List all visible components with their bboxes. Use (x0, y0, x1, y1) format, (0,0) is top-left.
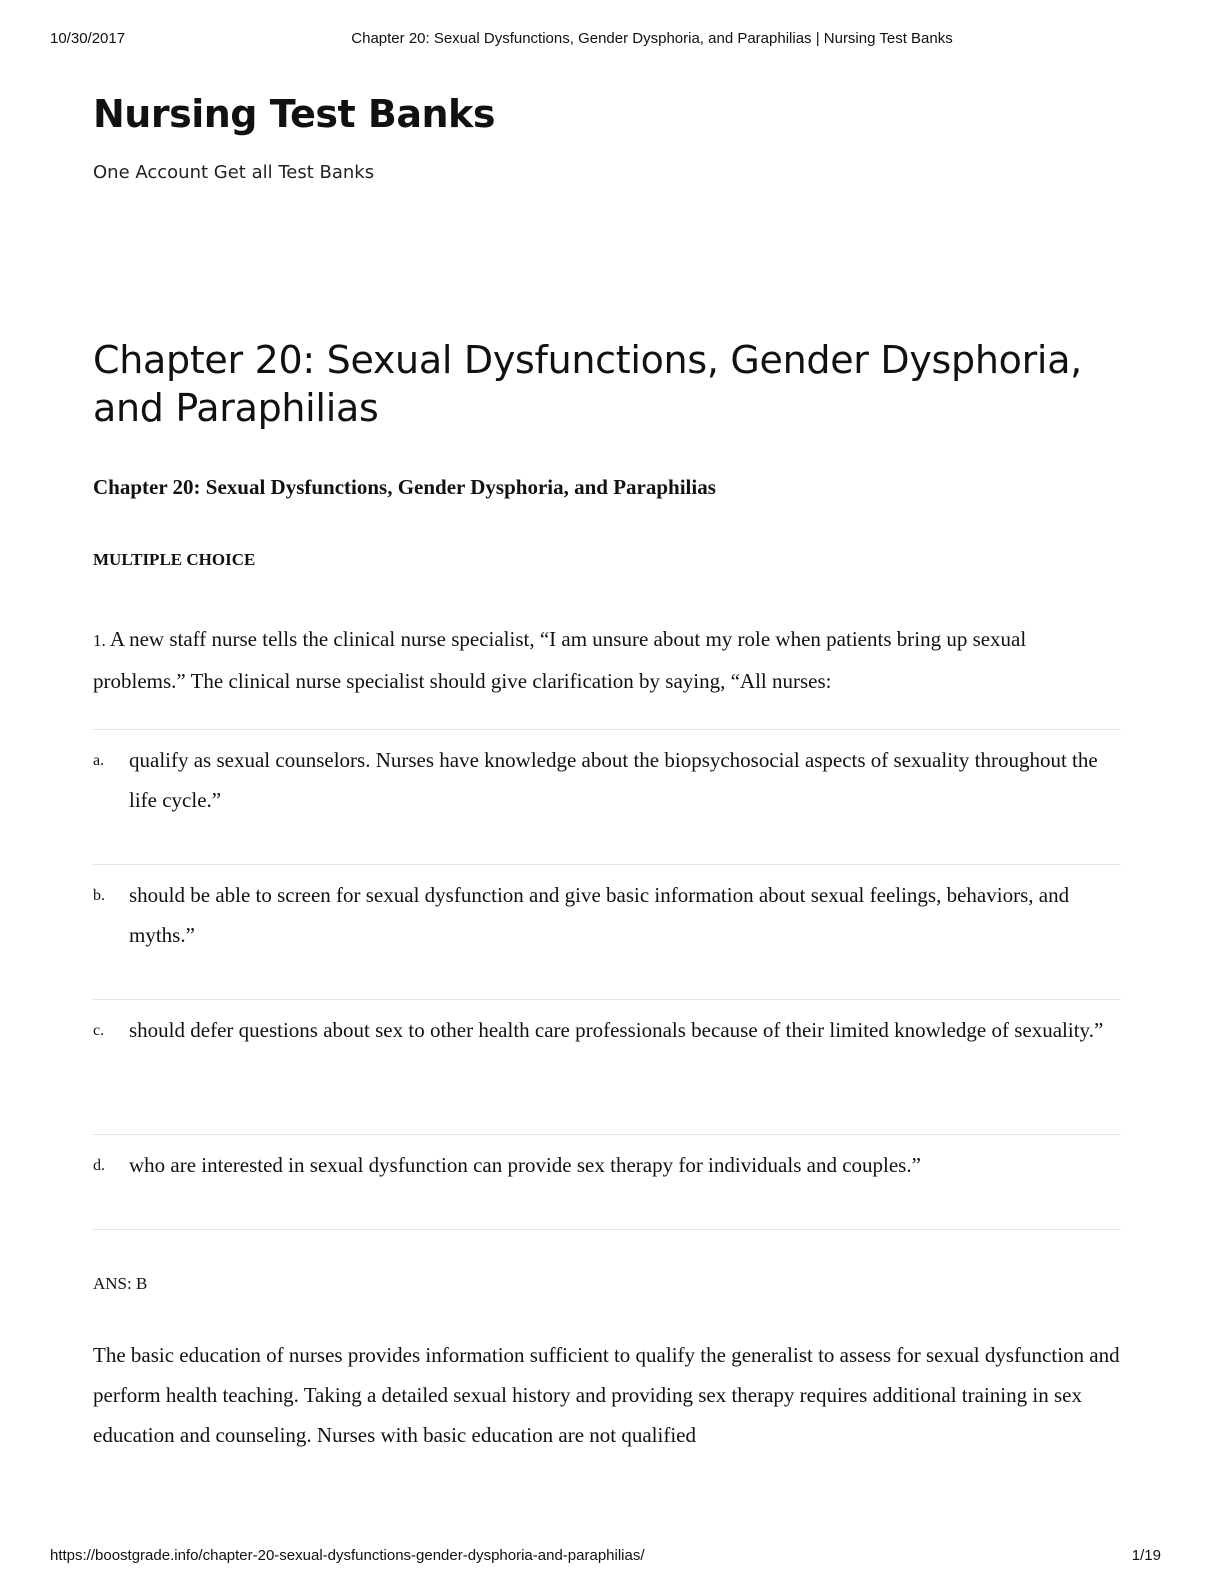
choice-a (93, 729, 1121, 864)
answer-key: ANS: B (93, 1274, 148, 1293)
print-page-title: Chapter 20: Sexual Dysfunctions, Gender Dysphoria, and Paraphilias | Nursing Test Banks (351, 30, 953, 47)
choice-text: qualify as sexual counselors. Nurses have knowledge about the biopsychosocial aspects of sexuality throughout the life cycle.” (129, 748, 1098, 812)
choice-text: who are interested in sexual dysfunction can provide sex therapy for individuals and couples.” (129, 1153, 921, 1177)
choice-text: should defer questions about sex to other health care professionals because of their limited knowledge of sexuality.” (129, 1018, 1104, 1042)
site-tagline: One Account Get all Test Banks (93, 162, 375, 183)
question-text: A new staff nurse tells the clinical nurse specialist, “I am unsure about my role when patients bring up sexual problems.” The clinical nurse specialist should give clarification by saying, “All nurses: (93, 627, 1027, 693)
choice-text: should be able to screen for sexual dysfunction and give basic information about sexual feelings, behaviors, and myths.” (129, 883, 1070, 947)
print-footer (0, 1547, 1224, 1567)
question-1 (93, 619, 1103, 701)
choice-c (93, 999, 1121, 1134)
answer-choices (93, 729, 1121, 1230)
choice-d (93, 1134, 1121, 1229)
print-header (0, 30, 1224, 50)
page-url: https://boostgrade.info/chapter-20-sexual-dysfunctions-gender-dysphoria-and-paraphilias/ (50, 1547, 645, 1564)
chapter-heading: Chapter 20: Sexual Dysfunctions, Gender Dysphoria, and Paraphilias (93, 475, 716, 499)
section-label: MULTIPLE CHOICE (93, 550, 256, 569)
choice-letter: c. (93, 1022, 105, 1039)
page-number: 1/19 (1131, 1547, 1161, 1564)
print-date: 10/30/2017 (50, 30, 126, 47)
post-title: Chapter 20: Sexual Dysfunctions, Gender Dysphoria, and Paraphilias (93, 338, 1082, 430)
rationale-text: The basic education of nurses provides information sufficient to qualify the generalist to assess for sexual dysfunction and perform health teaching. Taking a detailed sexual history and providing sex therapy requires additional training in sex education and counseling. Nurses with basic education are not qualified (93, 1343, 1120, 1447)
choice-letter: a. (93, 752, 105, 769)
choice-b (93, 864, 1121, 999)
choice-letter: d. (93, 1157, 105, 1174)
choice-letter: b. (93, 887, 105, 904)
divider (93, 1229, 1121, 1230)
question-number: 1. (93, 631, 106, 650)
site-title[interactable]: Nursing Test Banks (93, 92, 495, 136)
